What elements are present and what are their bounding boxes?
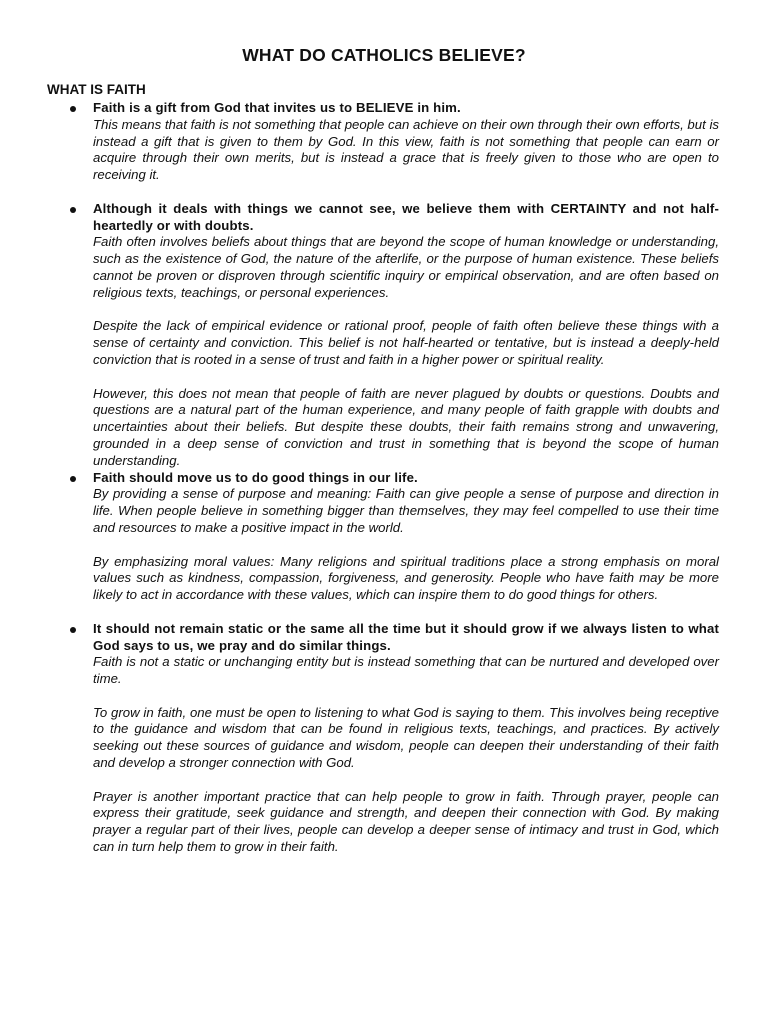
bullet-item [0,100,719,184]
bullet-icon [70,476,76,482]
body-paragraph: Faith is not a static or unchanging entity but is instead something that can be nurtured and developed over time. [93,654,719,687]
body-paragraph: Despite the lack of empirical evidence or rational proof, people of faith often believe these things with a sense of certainty and conviction. This belief is not half-hearted or tentative, but is instead a deeply-held conviction that is rooted in a sense of trust and faith in a higher power or spiritual reality. [93,318,719,367]
body-paragraph: Prayer is another important practice that can help people to grow in faith. Through prayer, people can express their gratitude, seek guidance and strength, and deepen their connection with God. By making prayer a regular part of their lives, people can develop a deeper sense of intimacy and trust in God, which can in turn help them to grow in their faith. [93,788,719,855]
bullet-icon [70,106,76,112]
body-paragraph: Faith often involves beliefs about things that are beyond the scope of human knowledge or understanding, such as the existence of God, the nature of the afterlife, or the purpose of human existence. These beliefs cannot be proven or disproven through scientific inquiry or empirical observation, and are often based on religious texts, teachings, or personal experiences. [93,234,719,300]
bullet-item [0,470,719,604]
bullet-list [0,100,768,856]
bullet-title: Although it deals with things we cannot see, we believe them with CERTAINTY and not half-heartedly or with doubts. [93,200,719,233]
body-paragraph: By emphasizing moral values: Many religions and spiritual traditions place a strong emphasis on moral values such as kindness, compassion, forgiveness, and generosity. People who have faith may be more likely to act in accordance with these values, which can inspire them to do good things for others. [93,553,719,603]
document-title: WHAT DO CATHOLICS BELIEVE? [242,45,526,65]
section-heading: WHAT IS FAITH [47,82,146,97]
bullet-title: It should not remain static or the same all the time but it should grow if we always listen to what God says to us, we pray and do similar things. [93,620,719,653]
body-paragraph: By providing a sense of purpose and meaning: Faith can give people a sense of purpose and direction in life. When people believe in something bigger than themselves, they may feel compelled to use their time and resources to make a positive impact in the world. [93,486,719,535]
bullet-item [0,201,719,470]
bullet-title: Faith should move us to do good things in our life. [93,469,418,485]
bullet-icon [70,207,76,213]
bullet-title: Faith is a gift from God that invites us to BELIEVE in him. [93,100,461,115]
body-paragraph: This means that faith is not something that people can achieve on their own through their own efforts, but is instead a gift that is given to them by God. In this view, faith is not something that people can earn or acquire through their own merits, but is instead a grace that is freely given to those who are open to receiving it. [93,116,719,183]
bullet-item [0,621,719,856]
bullet-icon [70,627,76,633]
body-paragraph: To grow in faith, one must be open to listening to what God is saying to them. This involves being receptive to the guidance and wisdom that can be found in religious texts, teachings, and practices. By actively seeking out these sources of guidance and wisdom, people can deepen their understanding of their faith and develop a stronger connection with God. [93,704,719,771]
body-paragraph: However, this does not mean that people of faith are never plagued by doubts or questions. Doubts and questions are a natural part of the human experience, and many people of faith grapple with doubts and uncertainties about their beliefs. But despite these doubts, their faith remains strong and unwavering, grounded in a deep sense of conviction and trust in something that is beyond the scope of human understanding. [93,385,719,468]
